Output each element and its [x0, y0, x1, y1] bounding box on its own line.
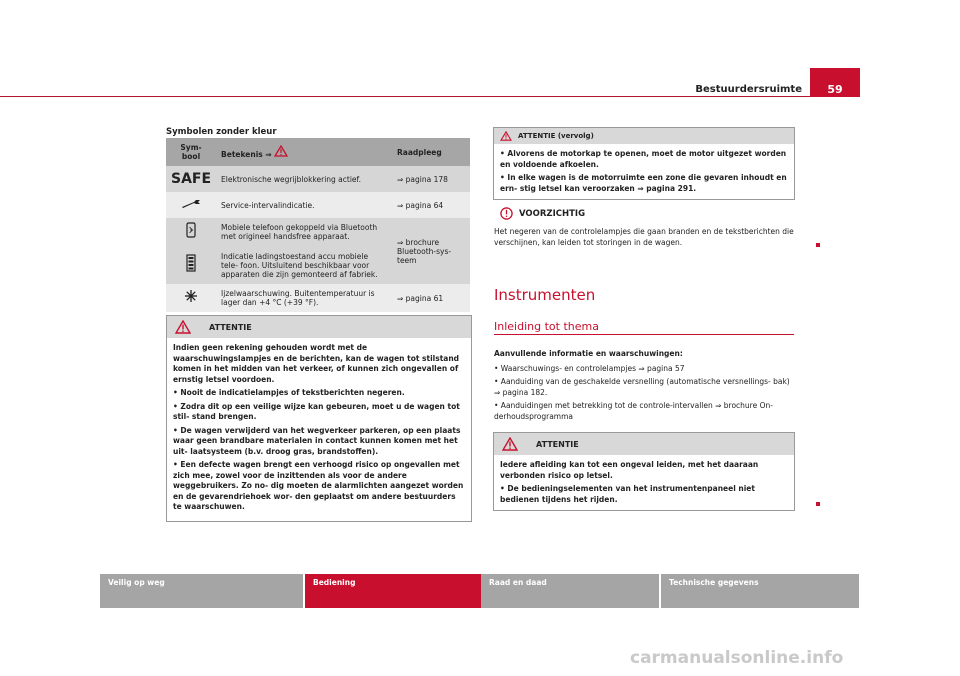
caution-header [500, 207, 585, 220]
end-marker [816, 243, 820, 247]
row-meaning: Elektronische wegrijblokkering actief. [216, 166, 392, 192]
footer-tab-label: Technische gegevens [669, 578, 759, 587]
caution-text: Het negeren van de controlelampjes die gaan branden en de tekstberichten die verschijnen, kan leiden tot storingen in de wagen. [494, 227, 794, 247]
caution-icon [500, 207, 513, 220]
row-meaning: Ijzelwaarschuwing. Buitentemperatuur is lager dan +4 °C (+39 °F). [216, 284, 392, 312]
row-advice: ⇒ pagina 61 [392, 284, 470, 312]
table-row [166, 166, 470, 192]
page-number: 59 [810, 68, 860, 97]
footer-tab-bediening[interactable] [305, 574, 508, 608]
col-symbol-header: Sym- bool [166, 138, 216, 166]
footer-tab-raad-en-daad[interactable] [481, 574, 659, 608]
row-advice: ⇒ brochure Bluetooth-sys- teem [392, 218, 470, 284]
info-block [494, 348, 794, 424]
col-advice-header: Raadpleeg [392, 138, 470, 166]
warning-title: ATTENTIE [209, 322, 252, 332]
row-meaning: Service-intervalindicatie. [216, 192, 392, 218]
warning-triangle-icon [502, 437, 518, 451]
page-header-title: Bestuurdersruimte [695, 84, 802, 95]
continued-warning-box [493, 127, 795, 200]
warning-body [167, 338, 471, 521]
row-advice: ⇒ pagina 64 [392, 192, 470, 218]
warning-header [167, 316, 471, 338]
end-marker [816, 502, 820, 506]
warning-triangle-icon [500, 131, 512, 141]
continued-warning-title: ATTENTIE (vervolg) [518, 132, 594, 140]
footer-tab-technische-gegevens[interactable] [661, 574, 859, 608]
warning-body [494, 455, 794, 510]
row-meaning: Mobiele telefoon gekoppeld via Bluetooth met origineel handsfree apparaat. [216, 218, 392, 246]
section-heading: Instrumenten [494, 286, 596, 304]
continued-warning-body [494, 144, 794, 199]
warning-paragraph: • Alvorens de motorkap te openen, moet de motor uitgezet worden en voldoende afkoelen. [500, 149, 787, 169]
row-advice: ⇒ pagina 178 [392, 166, 470, 192]
footer-tab-label: Raad en daad [489, 578, 547, 587]
footer-tab-label: Veilig op weg [108, 578, 165, 587]
table-row [166, 284, 470, 312]
table-header-row [166, 138, 470, 166]
table-row [166, 218, 470, 246]
list-item: • Waarschuwings- en controlelampjes ⇒ pagina 57 [494, 364, 685, 373]
subsection-heading: Inleiding tot thema [494, 320, 599, 333]
warning-paragraph: Iedere afleiding kan tot een ongeval leiden, met het daaraan verbonden risico op letsel. [500, 460, 759, 480]
footer-tab-veilig-op-weg[interactable] [100, 574, 303, 608]
snowflake-icon [166, 284, 216, 312]
footer-tab-label: Bediening [313, 578, 356, 587]
warning-paragraph: • Zodra dit op een veilige wijze kan gebeuren, moet u de wagen tot stil- stand brengen. [173, 401, 460, 421]
watermark: carmanualsonline.info [630, 648, 844, 668]
warning-triangle-icon [274, 145, 288, 157]
symbol-table [166, 138, 470, 312]
caution-title: VOORZICHTIG [519, 208, 586, 219]
list-item: • Aanduiding van de geschakelde versnelling (automatische versnellings- bak) ⇒ pagina 182. [494, 377, 790, 397]
warning-paragraph: • Een defecte wagen brengt een verhoogd risico op ongevallen met zich mee, zowel voor de inzittenden als voor de andere weggebruikers. Zo no- dig moeten de alarmlichten aangezet worden en de gevarendriehoek wor- den geplaatst om andere bestuurders te waarschuwen. [173, 460, 464, 511]
list-item: • Aanduidingen met betrekking tot de controle-intervallen ⇒ brochure On- derhoudsprogramma [494, 401, 773, 421]
phone-icon [166, 218, 216, 246]
warning-title: ATTENTIE [536, 439, 579, 449]
warning-box-2 [493, 432, 795, 511]
battery-icon [166, 246, 216, 284]
table-row [166, 192, 470, 218]
continued-warning-header [494, 128, 794, 144]
warning-paragraph: • In elke wagen is de motorruimte een zone die gevaren inhoudt en ern- stig letsel kan veroorzaken ⇒ pagina 291. [500, 173, 787, 193]
warning-triangle-icon [175, 320, 191, 334]
subheading-rule [494, 334, 794, 335]
warning-header [494, 433, 794, 455]
header-rule [0, 96, 810, 97]
warning-paragraph: • De bedieningselementen van het instrumentenpaneel niet bedienen tijdens het rijden. [500, 484, 755, 504]
warning-paragraph: • De wagen verwijderd van het wegverkeer parkeren, op een plaats waar geen brandbare materialen in contact kunnen komen met het uit- laatsysteem (b.v. droog gras, brandstoffen). [173, 425, 461, 456]
warning-paragraph: Indien geen rekening gehouden wordt met de waarschuwingslampjes en de berichten, kan de wagen tot stilstand komen in het midden van het verkeer, of kunnen zich ongevallen of ernstig letsel voordoen. [173, 343, 460, 384]
row-meaning: Indicatie ladingstoestand accu mobiele tele- foon. Uitsluitend beschikbaar voor apparaten die zijn gemonteerd af fabriek. [216, 246, 392, 284]
section-title: Symbolen zonder kleur [166, 127, 277, 137]
warning-paragraph: • Nooit de indicatielampjes of tekstberichten negeren. [173, 388, 405, 397]
col-meaning-header [216, 138, 392, 166]
info-title: Aanvullende informatie en waarschuwingen: [494, 349, 683, 358]
wrench-icon [166, 192, 216, 218]
safe-icon: SAFE [166, 166, 216, 192]
warning-box [166, 315, 472, 522]
meaning-header-label: Betekenis ⇒ [221, 150, 272, 159]
